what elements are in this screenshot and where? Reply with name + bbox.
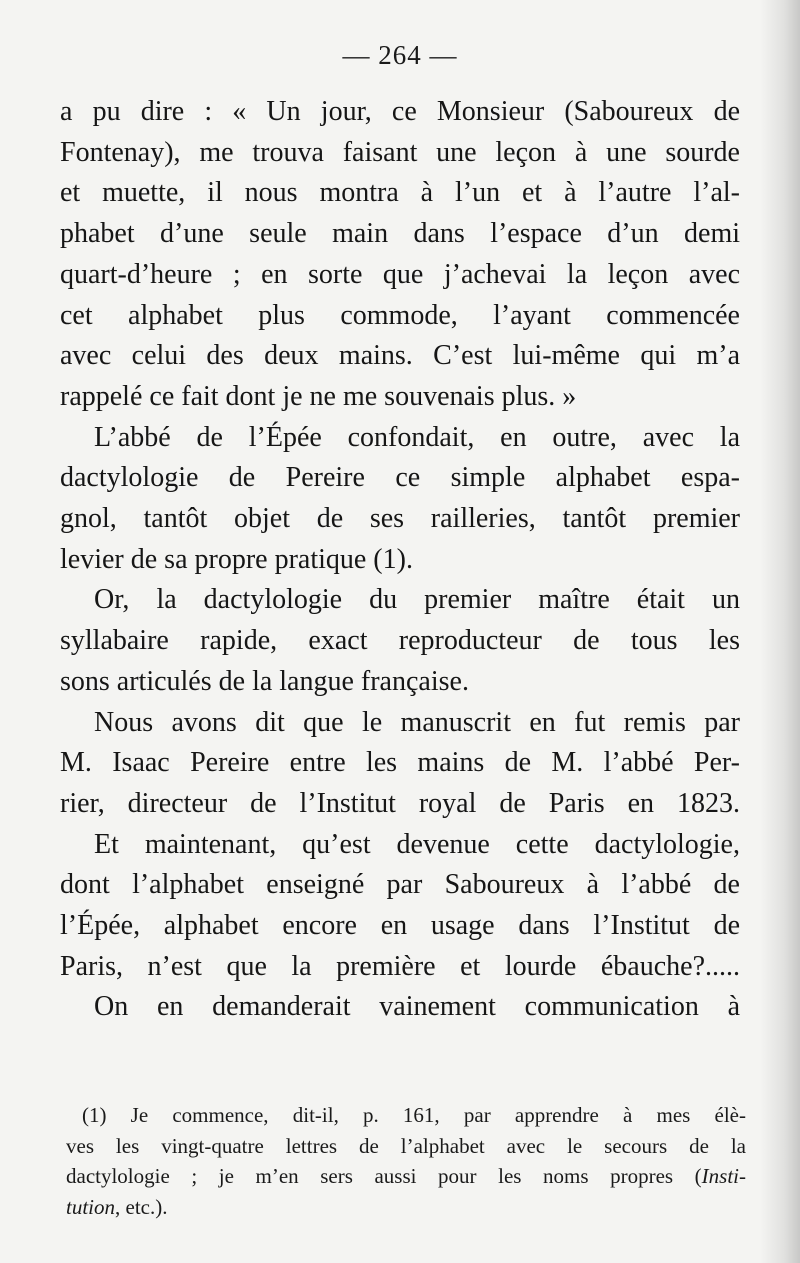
text-line: dactylologie de Pereire ce simple alphabet espa-	[60, 462, 740, 494]
text-line: M. Isaac Pereire entre les mains de M. l’abbé Per-	[60, 747, 740, 779]
footnote-line: ves les vingt-quatre lettres de l’alphabet avec le secours de la	[66, 1133, 746, 1158]
text-line: levier de sa propre pratique (1).	[60, 543, 413, 575]
paragraph-start-line: Or, la dactylologie du premier maître était un	[94, 584, 740, 616]
text-line: dont l’alphabet enseigné par Saboureux à l’abbé de	[60, 869, 740, 901]
text-line: phabet d’une seule main dans l’espace d’un demi	[60, 218, 740, 250]
text-line: et muette, il nous montra à l’un et à l’autre l’al-	[60, 177, 740, 209]
paragraph-start-line: Et maintenant, qu’est devenue cette dactylologie,	[94, 828, 740, 860]
text-line: cet alphabet plus commode, l’ayant commencée	[60, 299, 740, 331]
footnote-text: , etc.).	[115, 1194, 168, 1219]
footnote	[66, 1100, 746, 1222]
footnote-line	[66, 1161, 746, 1192]
text-line: quart-d’heure ; en sorte que j’achevai la leçon avec	[60, 258, 740, 290]
footnote-italic-text: Insti-	[701, 1164, 746, 1188]
page-edge-shadow	[760, 0, 800, 1263]
footnote-line	[66, 1192, 746, 1223]
text-line: l’Épée, alphabet encore en usage dans l’Institut de	[60, 910, 740, 942]
paragraph-start-line: L’abbé de l’Épée confondait, en outre, avec la	[94, 421, 740, 453]
footnote-italic-text: tution	[66, 1194, 116, 1219]
text-line: a pu dire : « Un jour, ce Monsieur (Saboureux de	[60, 96, 740, 127]
page-number: — 264 —	[342, 40, 458, 70]
text-line: syllabaire rapide, exact reproducteur de tous les	[60, 625, 740, 657]
text-line: Fontenay), me trouva faisant une leçon à une sourde	[60, 136, 740, 168]
text-line: rier, directeur de l’Institut royal de Paris en 1823.	[60, 787, 740, 819]
text-line: gnol, tantôt objet de ses railleries, tantôt premier	[60, 503, 740, 535]
footnote-text: dactylologie ; je m’en sers aussi pour les noms propres (	[66, 1164, 702, 1188]
text-line: Paris, n’est que la première et lourde ébauche?.....	[60, 950, 740, 982]
text-line: avec celui des deux mains. C’est lui-même qui m’a	[60, 340, 740, 372]
body-text	[60, 92, 740, 1028]
footnote-line: (1) Je commence, dit-il, p. 161, par apprendre à mes élè-	[82, 1103, 746, 1127]
text-line: sons articulés de la langue française.	[60, 665, 469, 697]
paragraph-start-line: On en demanderait vainement communication à	[94, 991, 740, 1023]
text-line: rappelé ce fait dont je ne me souvenais plus. »	[60, 380, 577, 412]
paragraph-start-line: Nous avons dit que le manuscrit en fut remis par	[94, 706, 740, 738]
